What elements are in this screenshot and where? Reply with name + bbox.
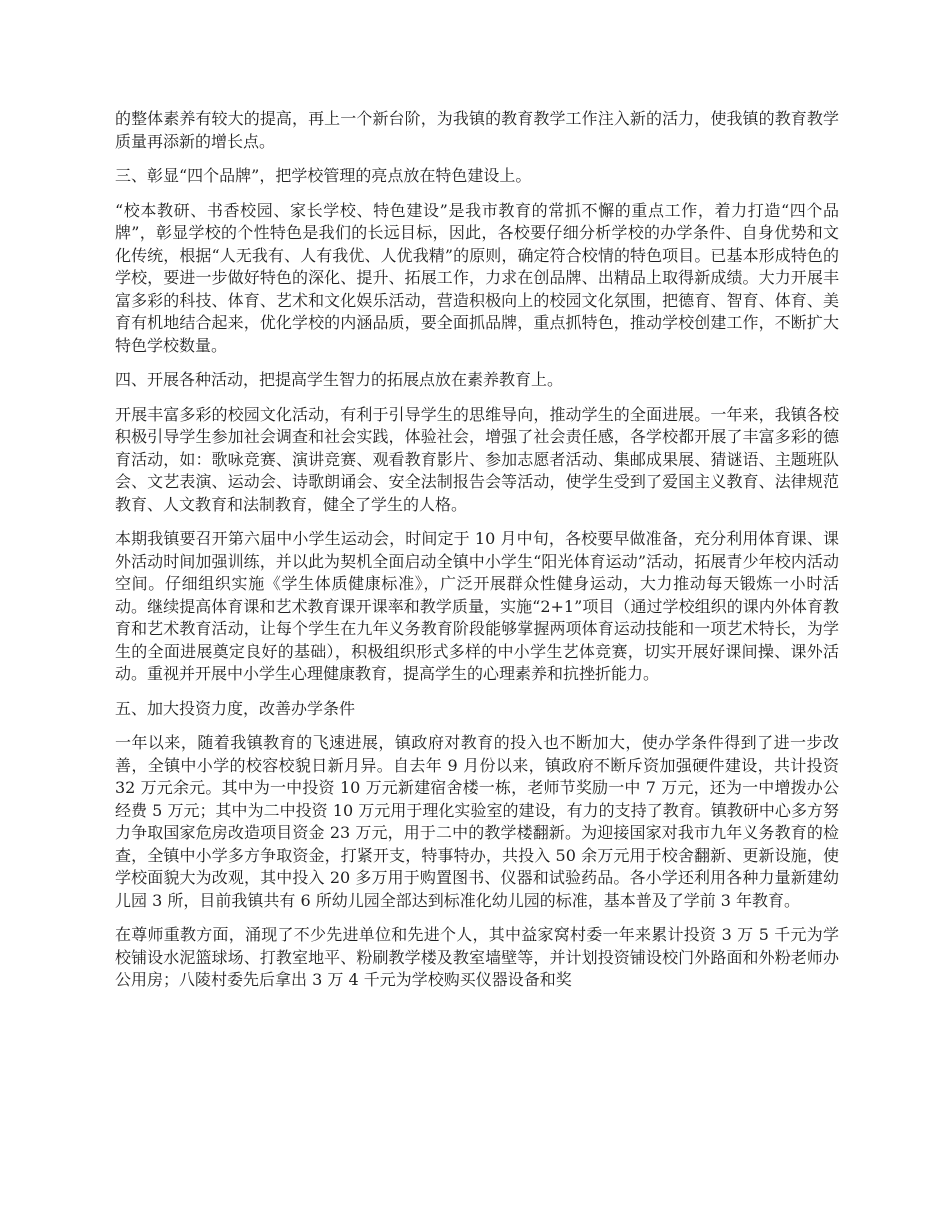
section-heading-5: 五、加大投资力度，改善办学条件 [115, 698, 356, 718]
paragraph-intro-continuation: 的整体素养有较大的提高，再上一个新台阶，为我镇的教育教学工作注入新的活力，使我镇的教育教学质量再添新的增长点。 [115, 109, 839, 151]
document-page [115, 108, 839, 1004]
section-heading-4: 四、开展各种活动，把提高学生智力的拓展点放在素养教育上。 [115, 370, 564, 389]
paragraph-section-5-a: 一年以来，随着我镇教育的飞速进展，镇政府对教育的投入也不断加大，使办学条件得到了进一步改善，全镇中小学的校容校貌日新月异。自去年 9 月份以来，镇政府不断斥资加强硬件建设，共计投资 32 万元余元。其中为一中投资 10 万元新建宿舍楼一栋，老师节奖励一中 7 万元，还为一中增拨办公经费 5 万元；其中为二中投资 10 万元用于理化实验室的建设，有力的支持了教育。镇教研中心多方努力争取国家危房改造项目资金 23 万元，用于二中的教学楼翻新。为迎接国家对我市九年义务教育的检查，全镇中小学多方争取资金，打紧开支，特事特办，共投入 50 余万元用于校舍翻新、更新设施，使学校面貌大为改观，其中投入 20 多万用于购置图书、仪器和试验药品。各小学还利用各种力量新建幼儿园 3 所，目前我镇共有 6 所幼儿园全部达到标准化幼儿园的标准，基本普及了学前 3 年教育。 [115, 733, 839, 910]
paragraph-section-5-b: 在尊师重教方面，涌现了不少先进单位和先进个人，其中益家窝村委一年来累计投资 3 万 5 千元为学校铺设水泥篮球场、打教室地平、粉刷教学楼及教室墙壁等，并计划投资铺设校门外路面和外粉老师办公用房；八陵村委先后拿出 3 万 4 千元为学校购买仪器设备和奖 [115, 925, 839, 989]
paragraph-section-3: “校本教研、书香校园、家长学校、特色建设”是我市教育的常抓不懈的重点工作，着力打造“四个品牌”，彰显学校的个性特色是我们的长远目标，因此，各校要仔细分析学校的办学条件、自身优势和文化传统，根据“人无我有、人有我优、人优我精”的原则，确定符合校情的特色项目。已基本形成特色的学校，要进一步做好特色的深化、提升、拓展工作，力求在创品牌、出精品上取得新成绩。大力开展丰富多彩的科技、体育、艺术和文化娱乐活动，营造积极向上的校园文化氛围，把德育、智育、体育、美育有机地结合起来，优化学校的内涵品质，要全面抓品牌，重点抓特色，推动学校创建工作，不断扩大特色学校数量。 [115, 200, 839, 355]
paragraph-section-4-b: 本期我镇要召开第六届中小学生运动会，时间定于 10 月中旬，各校要早做准备，充分利用体育课、课外活动时间加强训练，并以此为契机全面启动全镇中小学生“阳光体育运动”活动，拓展青少年校内活动空间。仔细组织实施《学生体质健康标准》，广泛开展群众性健身运动，大力推动每天锻炼一小时活动。继续提高体育课和艺术教育课开课率和教学质量，实施“2+1”项目（通过学校组织的课内外体育教育和艺术教育活动，让每个学生在九年义务教育阶段能够掌握两项体育运动技能和一项艺术特长，为学生的全面进展奠定良好的基础），积极组织形式多样的中小学生艺体竞赛，切实开展好课间操、课外活动。重视并开展中小学生心理健康教育，提高学生的心理素养和抗挫折能力。 [115, 529, 839, 683]
section-heading-3: 三、彰显“四个品牌”，把学校管理的亮点放在特色建设上。 [115, 166, 532, 185]
paragraph-section-4-a: 开展丰富多彩的校园文化活动，有利于引导学生的思维导向，推动学生的全面进展。一年来，我镇各校积极引导学生参加社会调查和社会实践，体验社会，增强了社会责任感，各学校都开展了丰富多彩的德育活动，如：歌咏竞赛、演讲竞赛、观看教育影片、参加志愿者活动、集邮成果展、猜谜语、主题班队会、文艺表演、运动会、诗歌朗诵会、安全法制报告会等活动，使学生受到了爱国主义教育、法律规范教育、人文教育和法制教育，健全了学生的人格。 [115, 404, 839, 514]
